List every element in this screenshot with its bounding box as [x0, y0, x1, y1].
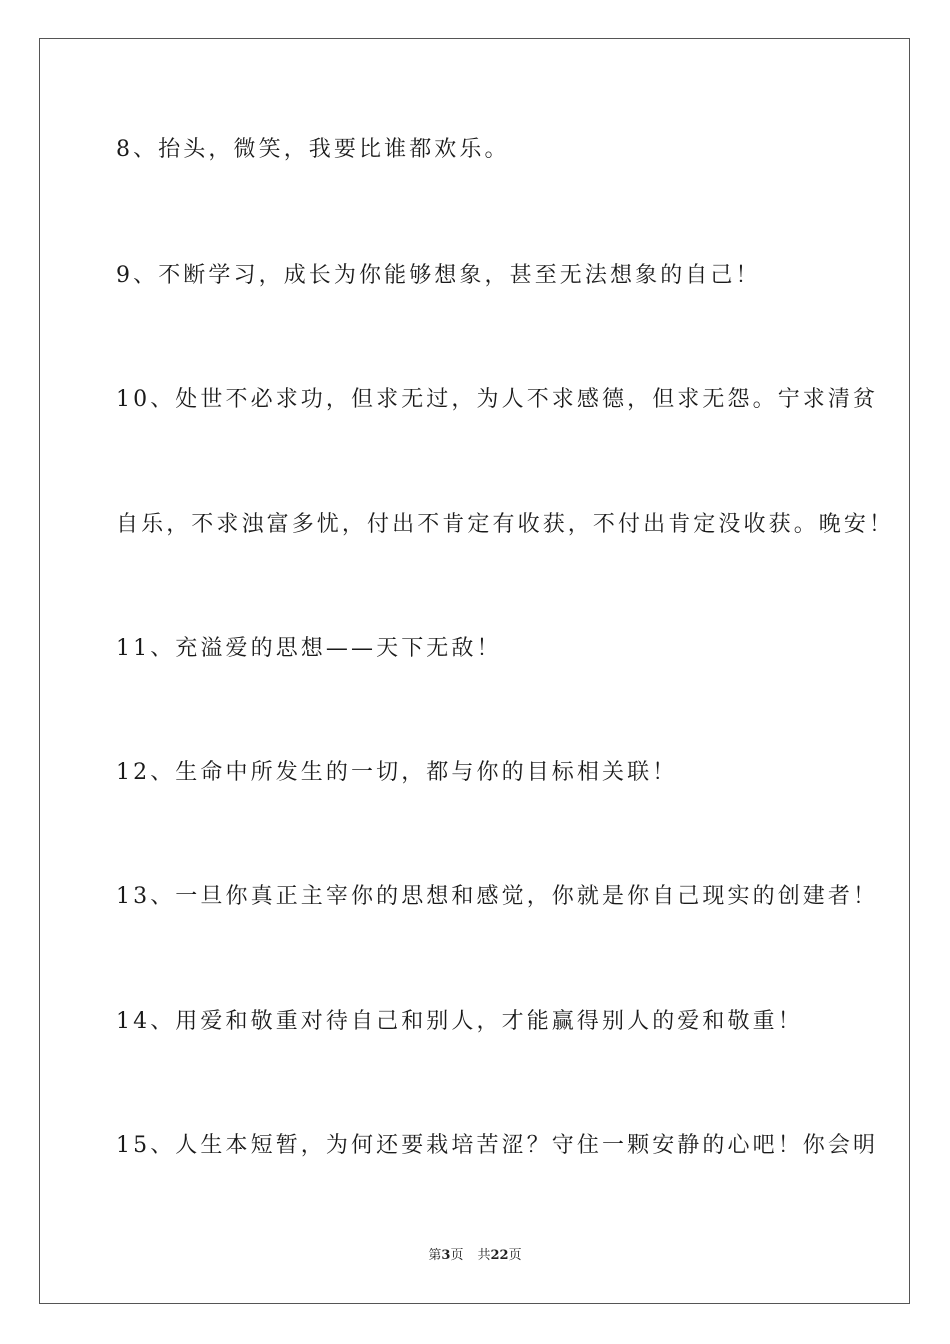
text-line-10b: 自乐，不求浊富多忧，付出不肯定有收获，不付出肯定没收获。晚安！ — [116, 512, 895, 537]
text-line-10a: 10、处世不必求功，但求无过，为人不求感德，但求无怨。宁求清贫 — [116, 387, 879, 412]
text-line-14: 14、用爱和敬重对待自己和别人，才能赢得别人的爱和敬重！ — [116, 1009, 803, 1034]
text-line-9: 9、不断学习，成长为你能够想象，甚至无法想象的自己！ — [116, 263, 761, 288]
text-line-8: 8、抬头，微笑，我要比谁都欢乐。 — [116, 137, 510, 162]
text-line-13: 13、一旦你真正主宰你的思想和感觉，你就是你自己现实的创建者！ — [116, 884, 879, 909]
page-footer — [0, 1249, 950, 1262]
total-suffix: 页 — [508, 1248, 522, 1263]
page-suffix: 页 — [450, 1248, 464, 1263]
page-number: 3 — [441, 1248, 451, 1263]
page-prefix: 第 — [428, 1248, 442, 1263]
text-line-15: 15、人生本短暂，为何还要栽培苦涩？守住一颗安静的心吧！你会明 — [116, 1133, 879, 1158]
text-line-11: 11、充溢爱的思想——天下无敌！ — [116, 636, 502, 661]
total-prefix: 共 — [477, 1248, 491, 1263]
total-pages: 22 — [490, 1248, 509, 1263]
text-line-12: 12、生命中所发生的一切，都与你的目标相关联！ — [116, 760, 678, 785]
page-border — [39, 38, 910, 1304]
